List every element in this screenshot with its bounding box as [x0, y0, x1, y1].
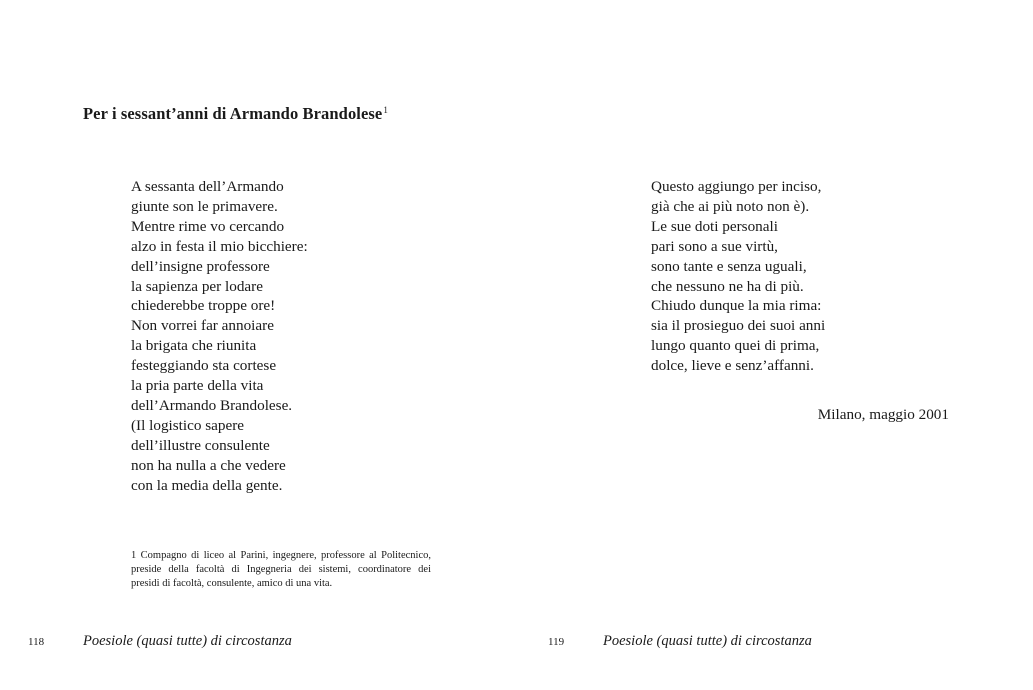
poem-line: dell’Armando Brandolese. — [131, 396, 293, 414]
poem-line: sia il prosieguo dei suoi anni — [651, 317, 826, 335]
footnote-line: 1 Compagno di liceo al Parini, ingegnere, professore al Politecnico, — [131, 550, 431, 561]
footnote-marker: 1 — [383, 105, 388, 115]
poem-line: la brigata che riunita — [131, 337, 257, 355]
poem-line: dell’illustre consulente — [131, 436, 270, 454]
poem-line: con la media della gente. — [131, 476, 283, 494]
footnote-line: presidi di facoltà, consulente, amico di una vita. — [131, 578, 333, 589]
poem-line: la pria parte della vita — [131, 377, 264, 395]
poem-title-text: Per i sessant’anni di Armando Brandolese — [83, 104, 383, 123]
poem-line: chiederebbe troppe ore! — [131, 297, 276, 315]
poem-line: che nessuno ne ha di più. — [651, 277, 804, 295]
poem-line: sono tante e senza uguali, — [651, 257, 807, 275]
poem-line: non ha nulla a che vedere — [131, 456, 286, 474]
poem-left-column — [131, 177, 308, 496]
poem-line: Non vorrei far annoiare — [131, 317, 274, 335]
poem-line: giunte son le primavere. — [131, 197, 278, 215]
poem-line: già che ai più noto non è). — [651, 197, 810, 215]
poem-line: alzo in festa il mio bicchiere: — [131, 237, 308, 255]
footnote-line: preside della facoltà di Ingegneria dei sistemi, coordinatore dei — [131, 564, 431, 575]
footnote — [131, 549, 431, 591]
poem-line: Questo aggiungo per inciso, — [651, 178, 822, 195]
poem-line: lungo quanto quei di prima, — [651, 337, 820, 355]
page-number-left: 118 — [28, 636, 45, 648]
place-date: Milano, maggio 2001 — [817, 406, 949, 423]
poem-line: Chiudo dunque la mia rima: — [651, 297, 822, 315]
poem-line: pari sono a sue virtù, — [651, 237, 778, 255]
poem-line: Le sue doti personali — [651, 217, 778, 235]
poem-right-column — [651, 177, 825, 376]
poem-line: dell’insigne professore — [131, 257, 270, 275]
running-title-left: Poesiole (quasi tutte) di circostanza — [83, 633, 292, 649]
poem-line: festeggiando sta cortese — [131, 357, 277, 375]
poem-line: (Il logistico sapere — [131, 416, 245, 434]
poem-title — [83, 104, 388, 124]
poem-line: la sapienza per lodare — [131, 277, 263, 295]
page-number-right: 119 — [548, 636, 565, 648]
running-title-right: Poesiole (quasi tutte) di circostanza — [603, 633, 812, 649]
poem-line: Mentre rime vo cercando — [131, 217, 285, 235]
poem-line: dolce, lieve e senz’affanni. — [651, 357, 814, 375]
poem-line: A sessanta dell’Armando — [131, 178, 284, 195]
